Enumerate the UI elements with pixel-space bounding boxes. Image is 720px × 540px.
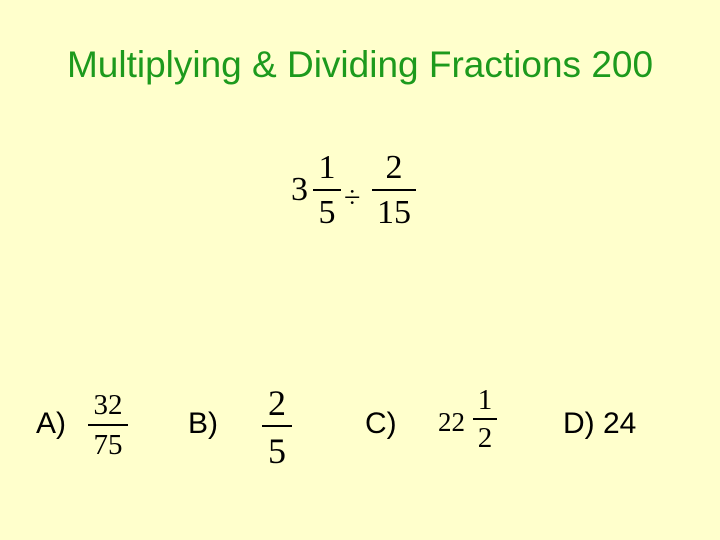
fraction-bar [262,425,292,427]
fraction-bar [473,418,497,420]
choice-d-label: D) 24 [563,407,637,440]
choice-a-fraction [88,391,128,460]
fraction-numerator: 1 [318,149,336,186]
fraction-denominator: 2 [477,422,493,454]
fraction-numerator: 2 [268,383,286,423]
fraction-numerator: 32 [93,389,123,421]
choice-a-label: A) [36,407,66,440]
problem-whole-number: 3 [291,171,308,208]
fraction-bar [372,189,416,191]
choice-c-label: C) [365,407,397,440]
fraction-denominator: 5 [268,431,286,471]
fraction-bar [313,189,341,191]
fraction-denominator: 15 [377,194,411,231]
fraction-numerator: 2 [385,149,403,186]
problem-fraction-2 [372,151,416,230]
fraction-denominator: 5 [318,194,336,231]
choice-b-fraction [262,385,292,469]
fraction-denominator: 75 [93,429,123,461]
divide-operator: ÷ [344,181,361,214]
problem-fraction-1 [313,151,341,230]
slide-title: Multiplying & Dividing Fractions 200 [66,44,654,85]
fraction-bar [88,424,128,426]
choice-c-fraction [473,386,497,453]
fraction-numerator: 1 [477,384,493,416]
choice-c-whole-number: 22 [438,407,465,437]
choice-b-label: B) [188,407,218,440]
